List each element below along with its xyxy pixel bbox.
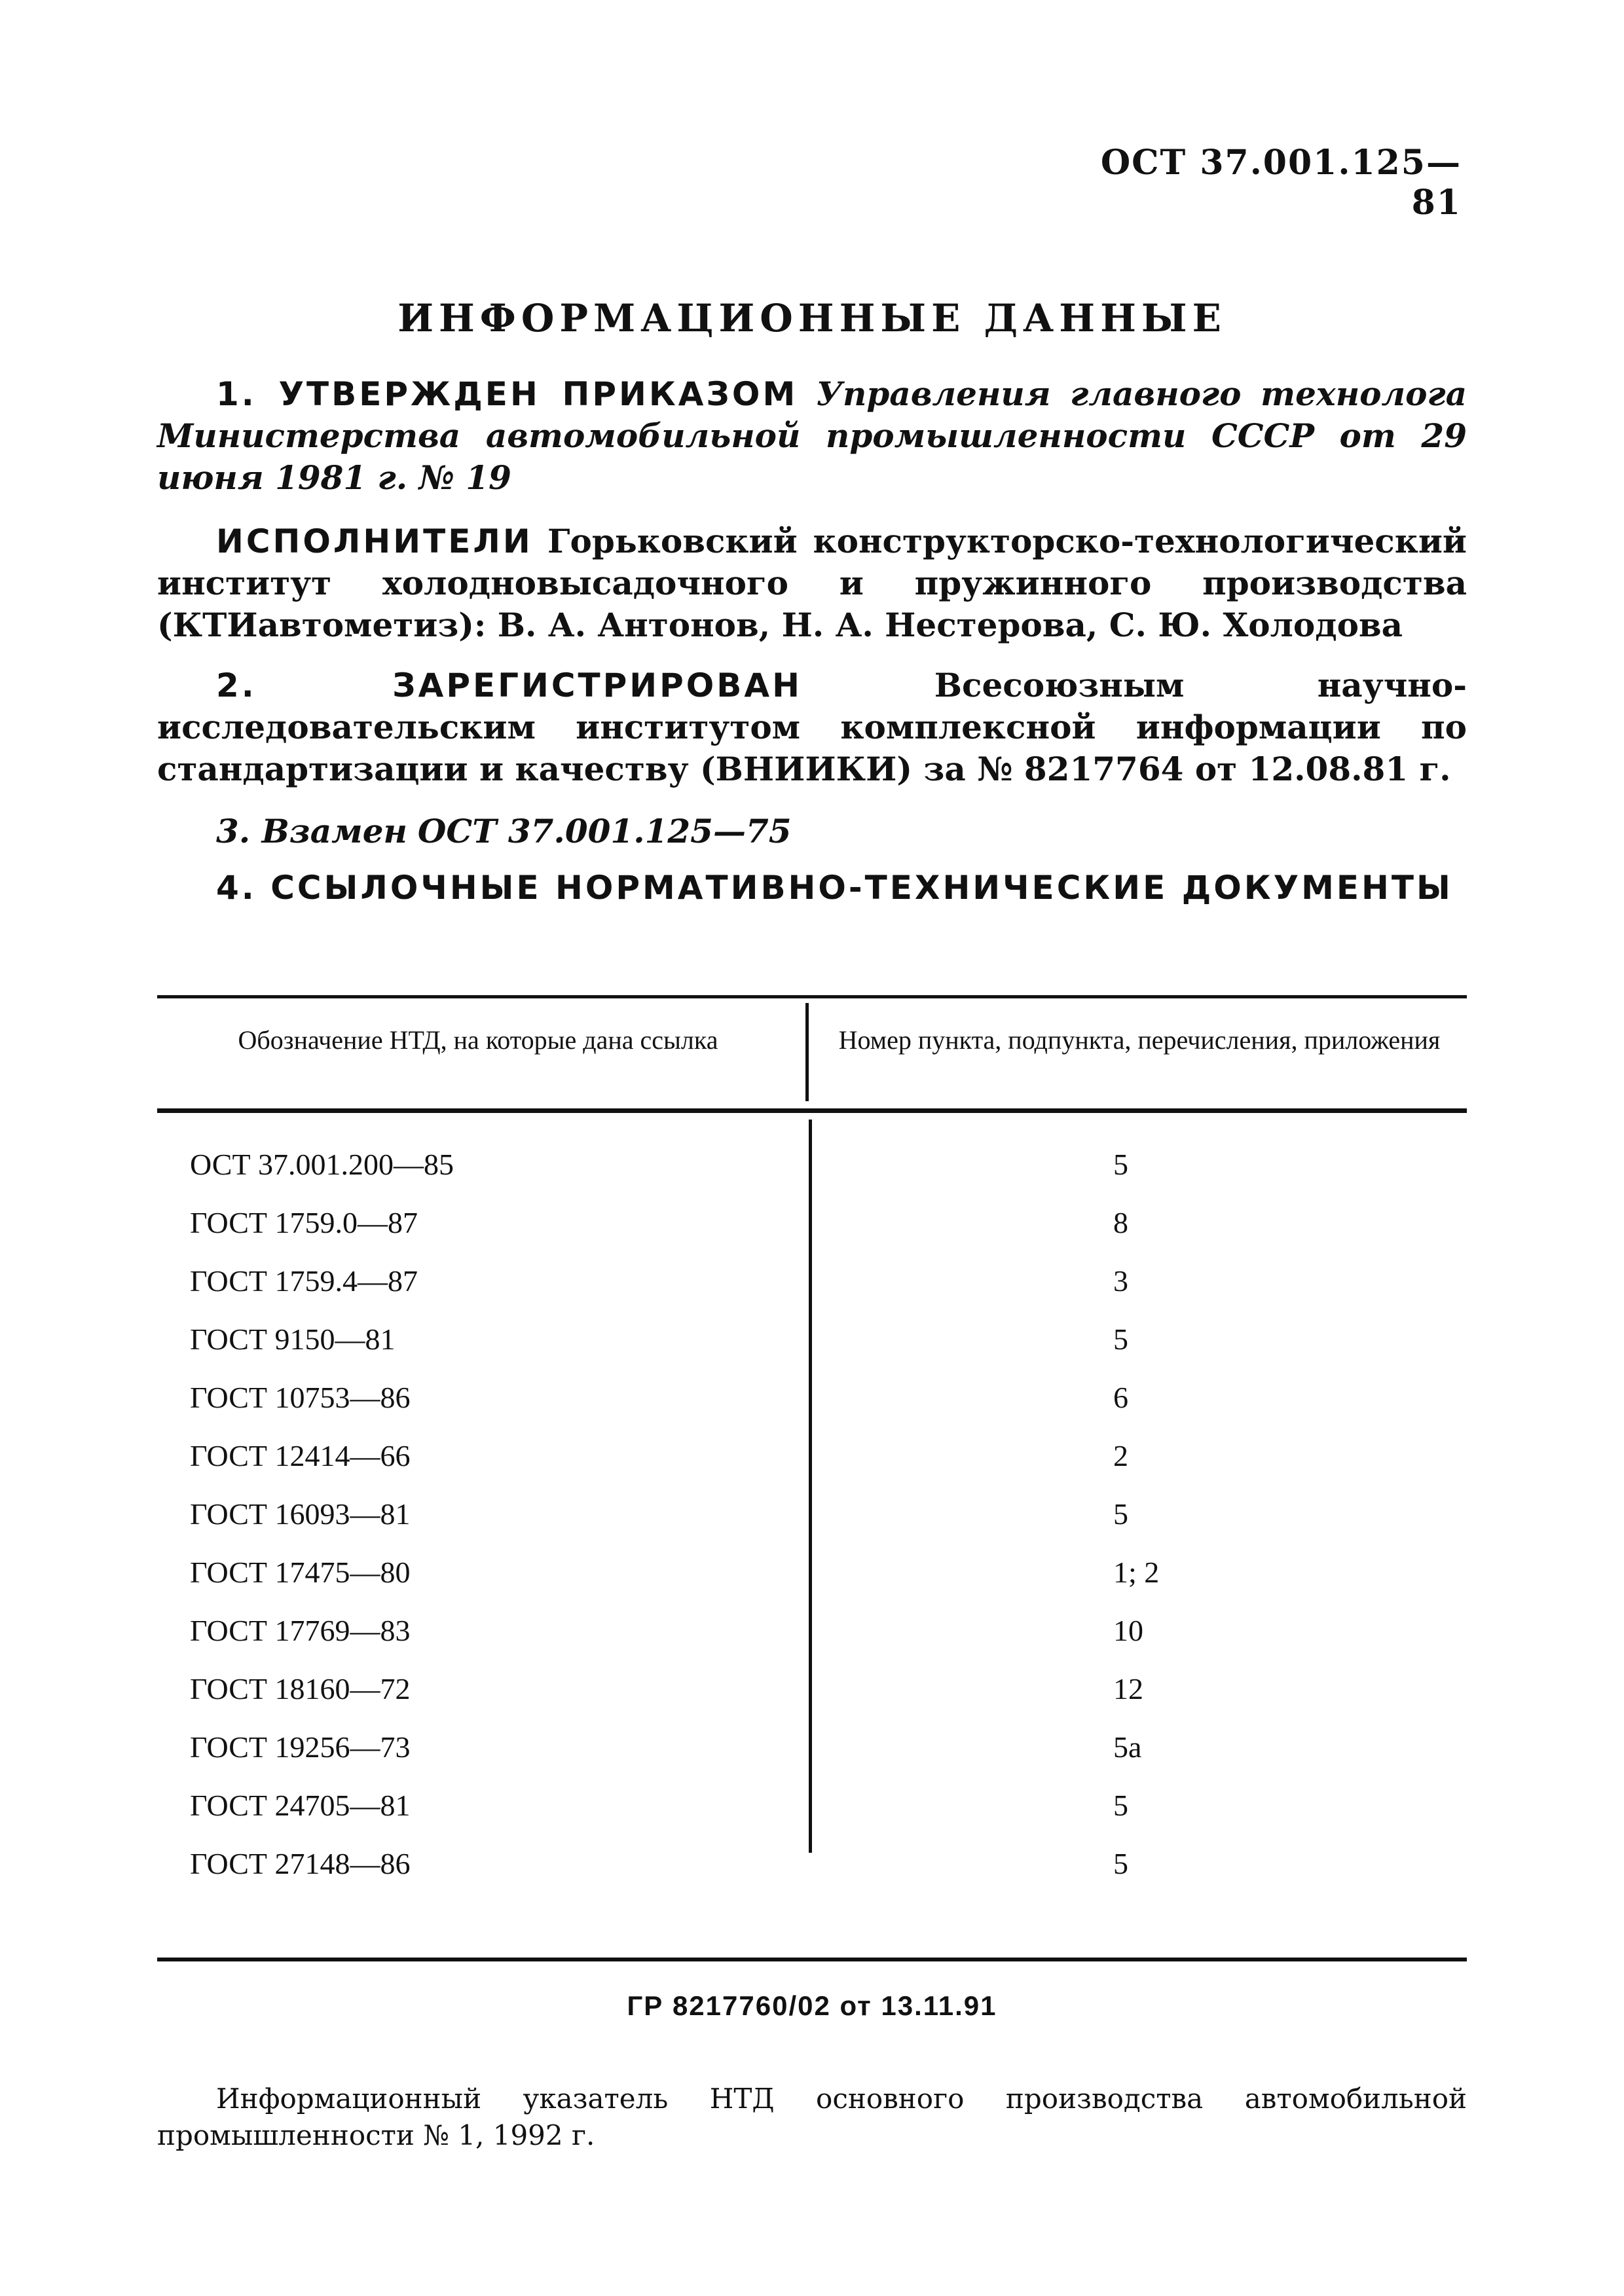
table-row — [157, 1205, 1467, 1264]
table-header-divider — [805, 1003, 809, 1101]
replaces-lead: 3. Взамен — [216, 812, 407, 850]
registered-lead: 2. ЗАРЕГИСТРИРОВАН — [216, 666, 802, 704]
table-row — [157, 1380, 1467, 1438]
row-document: ОСТ 37.001.200—85 — [190, 1148, 454, 1181]
registry-number: ГР 8217760/02 от 13.11.91 — [627, 1990, 997, 2021]
row-document: ГОСТ 17769—83 — [190, 1614, 411, 1647]
row-document: ГОСТ 16093—81 — [190, 1497, 411, 1531]
row-document: ГОСТ 24705—81 — [190, 1789, 411, 1822]
executors-text: Горьковский конструкторско-технологический институт холодновысадочного и пружинного производства (КТИавтометиз): В. А. Антонов, Н. А. Нестерова, С. Ю. Холодова — [157, 522, 1467, 644]
row-document: ГОСТ 19256—73 — [190, 1730, 411, 1764]
registered-paragraph — [157, 665, 1467, 790]
document-code: ОСТ 37.001.125—81 — [1100, 143, 1462, 223]
column-header-document: Обозначение НТД, на которые дана ссылка — [238, 1025, 718, 1055]
row-document: ГОСТ 12414—66 — [190, 1439, 411, 1472]
table-row — [157, 1730, 1467, 1788]
table-row — [157, 1613, 1467, 1671]
row-clause: 2 — [1113, 1439, 1128, 1472]
replaces-paragraph — [157, 811, 1467, 852]
column-header-clause: Номер пункта, подпункта, перечисления, приложения — [838, 1025, 1441, 1055]
row-clause: 5 — [1113, 1322, 1128, 1356]
approved-text: Управления главного технолога Министерства автомобильной промышленности СССР от 29 июня 1981 г. № 19 — [157, 374, 1467, 497]
references-table — [157, 995, 1467, 1886]
row-document: ГОСТ 27148—86 — [190, 1847, 411, 1880]
table-row — [157, 1147, 1467, 1205]
row-document: ГОСТ 10753—86 — [190, 1381, 411, 1414]
row-document: ГОСТ 1759.4—87 — [190, 1264, 418, 1298]
row-clause: 5 — [1113, 1148, 1128, 1181]
replaces-text: ОСТ 37.001.125—75 — [417, 812, 792, 850]
table-row — [157, 1671, 1467, 1730]
row-clause: 3 — [1113, 1264, 1128, 1298]
references-lead: 4. ССЫЛОЧНЫЕ НОРМАТИВНО-ТЕХНИЧЕСКИЕ ДОКУМЕНТЫ — [216, 869, 1453, 907]
source-note: Информационный указатель НТД основного производства автомобильной промышленности № 1, 1992 г. — [157, 2083, 1467, 2151]
row-clause: 6 — [1113, 1381, 1128, 1414]
table-row — [157, 1788, 1467, 1846]
row-clause: 5 — [1113, 1497, 1128, 1531]
table-row — [157, 1497, 1467, 1555]
table-row — [157, 1555, 1467, 1613]
row-clause: 10 — [1113, 1614, 1143, 1647]
row-clause: 1; 2 — [1113, 1556, 1160, 1589]
row-document: ГОСТ 1759.0—87 — [190, 1206, 418, 1239]
row-document: ГОСТ 17475—80 — [190, 1556, 411, 1589]
references-heading — [157, 867, 1467, 909]
table-header-rule — [157, 1108, 1467, 1113]
page-title: ИНФОРМАЦИОННЫЕ ДАННЫЕ — [397, 296, 1227, 340]
row-document: ГОСТ 18160—72 — [190, 1672, 411, 1705]
table-body — [157, 1147, 1467, 1904]
table-row — [157, 1264, 1467, 1322]
table-row — [157, 1438, 1467, 1497]
row-clause: 12 — [1113, 1672, 1143, 1705]
footer-rule — [157, 1958, 1467, 1961]
executors-lead: ИСПОЛНИТЕЛИ — [216, 522, 533, 560]
table-top-rule — [157, 995, 1467, 998]
row-document: ГОСТ 9150—81 — [190, 1322, 396, 1356]
approved-lead: 1. УТВЕРЖДЕН ПРИКАЗОМ — [216, 375, 798, 413]
executors-paragraph — [157, 520, 1467, 646]
approved-paragraph — [157, 373, 1467, 499]
row-clause: 5 — [1113, 1847, 1128, 1880]
row-clause: 5 — [1113, 1789, 1128, 1822]
row-clause: 5а — [1113, 1730, 1142, 1764]
table-row — [157, 1846, 1467, 1904]
table-row — [157, 1322, 1467, 1380]
row-clause: 8 — [1113, 1206, 1128, 1239]
registered-text: Всесоюзным научно-исследовательским институтом комплексной информации по стандартизации и качеству (ВНИИКИ) за № 8217764 от 12.08.81 г. — [157, 666, 1467, 788]
